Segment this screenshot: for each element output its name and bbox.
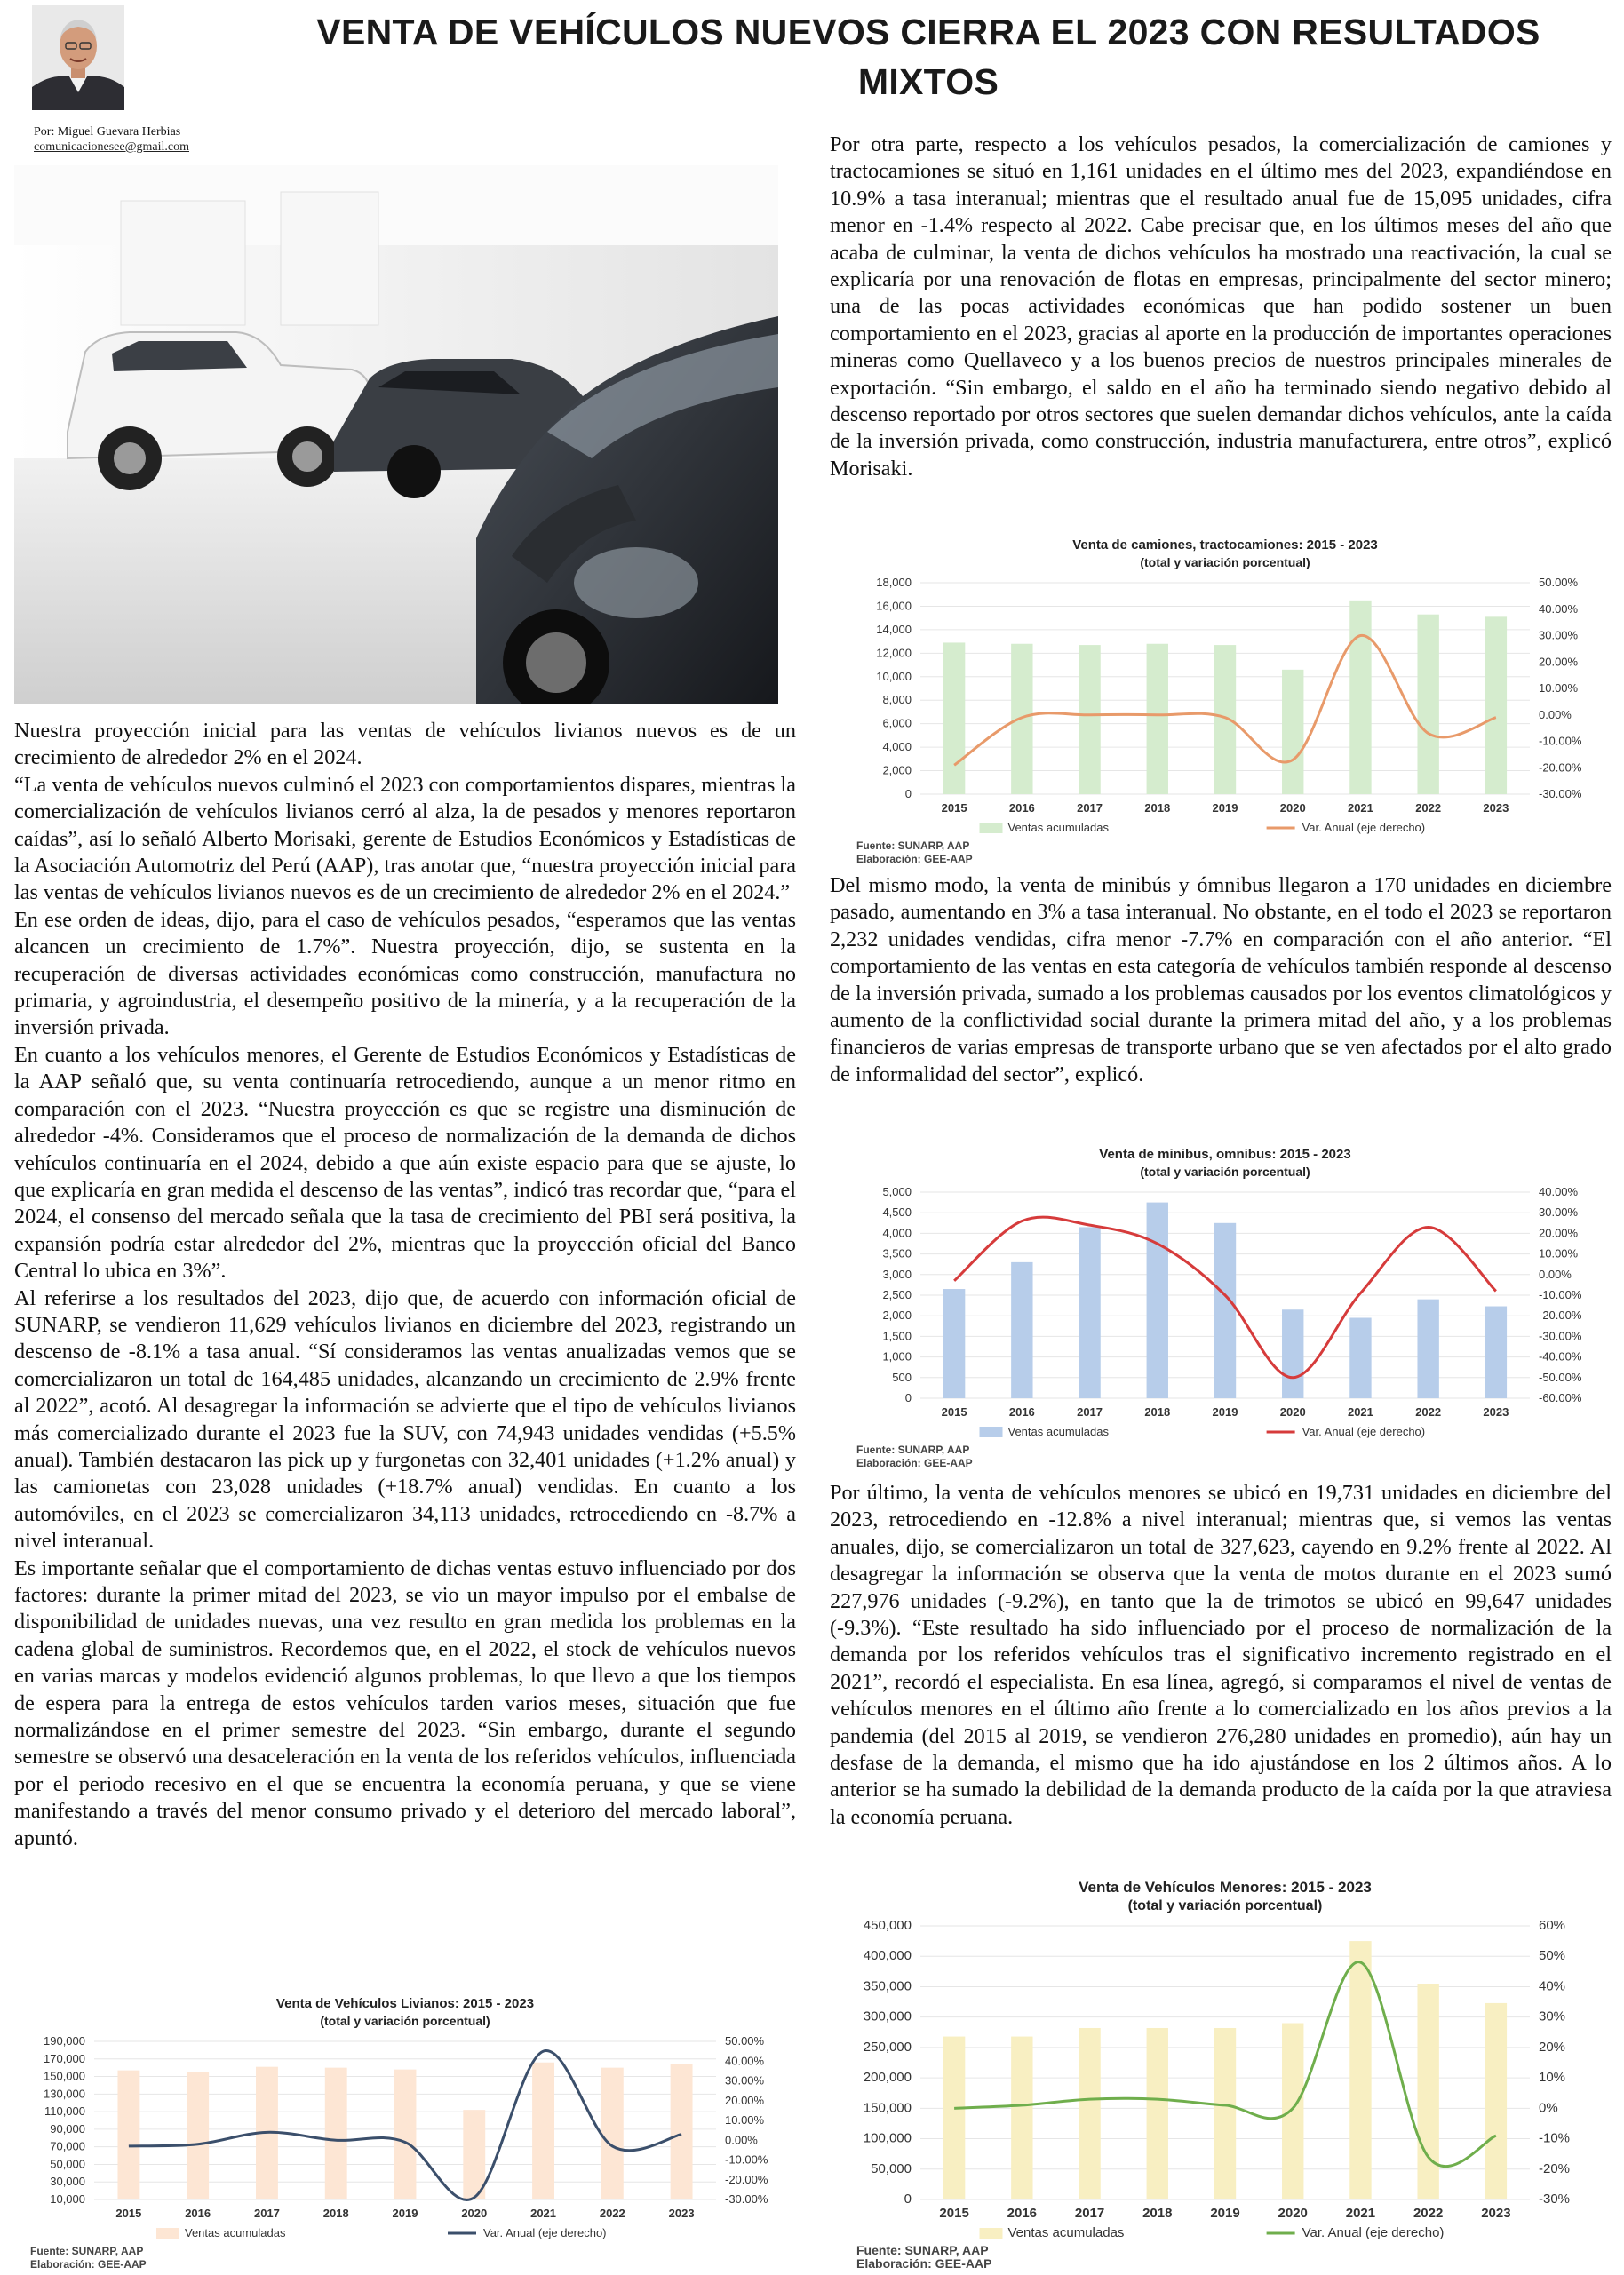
right-column-text-top [830, 131, 1612, 482]
x-tick-label: 2021 [1348, 1405, 1373, 1419]
x-tick-label: 2023 [1483, 801, 1509, 815]
chart-camiones [840, 531, 1610, 865]
y-tick-label-left: 0 [905, 1391, 912, 1404]
x-tick-label: 2019 [1213, 801, 1238, 815]
y-tick-label-left: 4,000 [882, 1226, 912, 1239]
y-tick-label-right: 0.00% [1539, 708, 1572, 721]
y-tick-label-right: -60.00% [1539, 1391, 1582, 1404]
y-tick-label-left: 250,000 [864, 2040, 912, 2055]
author-photo [32, 5, 124, 110]
author-email-link[interactable]: comunicacionesee@gmail.com [34, 139, 189, 155]
right-column-text-middle [830, 872, 1612, 1088]
legend-swatch-bar [980, 2228, 1003, 2239]
y-tick-label-right: 50.00% [1539, 576, 1579, 589]
car-showroom-photo [14, 165, 778, 704]
legend-label-bar: Ventas acumuladas [1008, 1425, 1110, 1438]
right-column-text-bottom [830, 1480, 1612, 1831]
y-tick-label-left: 12,000 [876, 646, 912, 659]
y-tick-label-right: 0% [1539, 2100, 1558, 2115]
y-tick-label-right: -20.00% [1539, 1309, 1582, 1322]
bar [1417, 1300, 1438, 1398]
y-tick-label-right: -50.00% [1539, 1371, 1582, 1384]
x-tick-label: 2018 [323, 2207, 349, 2220]
y-tick-label-left: 350,000 [864, 1978, 912, 1993]
y-tick-label-left: 70,000 [50, 2140, 85, 2153]
x-tick-label: 2017 [254, 2207, 280, 2220]
y-tick-label-left: 450,000 [864, 1918, 912, 1933]
bar [1147, 1203, 1168, 1398]
y-tick-label-right: 20.00% [725, 2094, 765, 2107]
x-tick-label: 2023 [1483, 1405, 1509, 1419]
y-tick-label-right: 50.00% [725, 2034, 765, 2048]
bar [463, 2110, 485, 2199]
y-tick-label-left: 0 [904, 2191, 912, 2207]
y-tick-label-right: 30.00% [1539, 629, 1579, 642]
paragraph: Nuestra proyección inicial para las ventas de vehículos livianos nuevos es de un crecimiento de alrededor 2% en el 2024. [14, 718, 796, 772]
y-tick-label-left: 500 [892, 1371, 912, 1384]
chart-source: Fuente: SUNARP, AAP [856, 1444, 969, 1456]
y-tick-label-left: 90,000 [50, 2122, 85, 2136]
author-portrait-image [32, 5, 124, 110]
legend-label-line: Var. Anual (eje derecho) [483, 2226, 607, 2239]
bar [1079, 645, 1100, 794]
article-headline: VENTA DE VEHÍCULOS NUEVOS CIERRA EL 2023 CON RESULTADOS MIXTOS [249, 7, 1608, 107]
y-tick-label-left: 300,000 [864, 2009, 912, 2024]
chart-subtitle: (total y variación porcentual) [320, 2014, 490, 2028]
y-tick-label-right: -10.00% [1539, 735, 1582, 748]
y-tick-label-right: -30.00% [1539, 1329, 1582, 1342]
y-tick-label-left: 130,000 [44, 2087, 85, 2100]
y-tick-label-right: 40.00% [1539, 1185, 1579, 1198]
legend-label-bar: Ventas acumuladas [185, 2226, 286, 2239]
chart-svg [840, 531, 1610, 865]
x-tick-label: 2021 [1348, 801, 1373, 815]
x-tick-label: 2021 [530, 2207, 556, 2220]
y-tick-label-left: 150,000 [864, 2100, 912, 2115]
y-tick-label-right: 20% [1539, 2040, 1565, 2055]
x-tick-label: 2022 [600, 2207, 625, 2220]
chart-source: Elaboración: GEE-AAP [856, 1457, 973, 1469]
legend-label-bar: Ventas acumuladas [1008, 2225, 1125, 2240]
chart-subtitle: (total y variación porcentual) [1140, 555, 1310, 569]
chart-svg [840, 1141, 1610, 1469]
x-tick-label: 2022 [1413, 2206, 1443, 2221]
y-tick-label-right: -30.00% [725, 2192, 768, 2206]
y-tick-label-right: -40.00% [1539, 1350, 1582, 1364]
x-tick-label: 2015 [939, 2206, 968, 2221]
y-tick-label-right: -20.00% [1539, 760, 1582, 774]
x-tick-label: 2022 [1415, 801, 1441, 815]
chart-title: Venta de Vehículos Livianos: 2015 - 2023 [276, 1996, 534, 2011]
bar [1485, 616, 1507, 794]
legend-label-line: Var. Anual (eje derecho) [1302, 2225, 1445, 2240]
paragraph: Por otra parte, respecto a los vehículos pesados, la comercialización de camiones y tractocamiones se situó en 1,161 unidades en el último mes del 2023, expandiéndose en 10.9% a tasa interanual; mientras que el resultado anual fue de 15,095 unidades, cifra menor en -1.4% respecto al 2022. Cabe precisar que, en los últimos meses del año que acaba de culminar, la venta de dichos vehículos ha mostrado una reactivación, la cual se explicaría por una renovación de flotas en empresas, principalmente del sector minero; una de las pocas actividades económicas que han podido sostener un buen comportamiento en el 2023, gracias al aporte en la producción de importantes operaciones mineras como Quellaveco y a los buenos precios de nuestros principales minerales de exportación. “Sin embargo, el saldo en el año ha terminado siendo negativo debido al descenso reportado por otros sectores que suelen demandar dichos vehículos, ante la caída de la inversión privada, como construcción, industria manufacturera, entre otros”, explicó Morisaki. [830, 131, 1612, 482]
y-tick-label-left: 2,000 [882, 1309, 912, 1322]
y-tick-label-right: -30% [1539, 2191, 1570, 2207]
y-tick-label-left: 1,500 [882, 1329, 912, 1342]
y-tick-label-right: 40.00% [1539, 602, 1579, 616]
y-tick-label-left: 110,000 [44, 2104, 85, 2118]
paragraph: Por último, la venta de vehículos menores se ubicó en 19,731 unidades en diciembre del 2023, retrocediendo en -12.8% a nivel interanual; mientras que, si vemos las ventas anuales, dijo, se comercializaron un total de 327,623, cayendo en 9.2% frente al 2022. Al desagregar la información se observa que la venta de motos durante en el 2023 sumó 227,976 unidades (-9.2%), en tanto que la de trimotos se ubicó en 99,647 unidades (-9.3%). “Este resultado ha sido influenciado por el proceso de normalización de la demanda por los referidos vehículos tras el significativo incremento registrado en el 2021”, recordó el especialista. En esa línea, agregó, si comparamos el nivel de ventas de vehículos menores en el último año frente a lo comercializado en los años previos a la pandemia (del 2015 al 2019, se vendieron 276,280 unidades en promedio), aún hay un desfase de la demanda, el mismo que ha ido ajustándose en los 2 últimos años. A lo anterior se ha sumado la debilidad de la demanda producto de la caída por la que atraviesa la economía peruana. [830, 1480, 1612, 1831]
paragraph: “La venta de vehículos nuevos culminó el 2023 con comportamientos dispares, mientras la comercialización de vehículos livianos cerró al alza, la de pesados y menores reportaron caídas”, así lo señaló Alberto Morisaki, gerente de Estudios Económicos y Estadísticas de la Asociación Automotriz del Perú (AAP), tras anotar que, “nuestra proyección inicial para las ventas de vehículos livianos nuevos es de un crecimiento de alrededor 2% en el 2024.” [14, 772, 796, 907]
chart-source: Elaboración: GEE-AAP [856, 853, 973, 865]
y-tick-label-left: 14,000 [876, 623, 912, 636]
bar [1079, 2028, 1100, 2199]
x-tick-label: 2017 [1077, 1405, 1103, 1419]
x-tick-label: 2023 [669, 2207, 695, 2220]
legend-label-line: Var. Anual (eje derecho) [1302, 1425, 1426, 1438]
bar [1011, 1262, 1032, 1398]
y-tick-label-right: 40% [1539, 1978, 1565, 1993]
bar [1417, 1984, 1438, 2199]
bar [117, 2071, 139, 2199]
x-tick-label: 2015 [115, 2207, 141, 2220]
x-tick-label: 2016 [1009, 1405, 1035, 1419]
y-tick-label-right: 30% [1539, 2009, 1565, 2024]
paragraph: En ese orden de ideas, dijo, para el caso de vehículos pesados, “esperamos que las ventas alcancen un crecimiento de 1.7%”. Nuestra proyección, dijo, se sustenta en la recuperación de diversas actividades económicas como construcción, manufactura no primaria, y agroindustria, el desempeño positivo de la minería, y a la recuperación de la inversión privada. [14, 907, 796, 1042]
y-tick-label-left: 4,000 [882, 740, 912, 753]
y-tick-label-left: 2,000 [882, 764, 912, 777]
y-tick-label-right: -20.00% [725, 2173, 768, 2186]
x-tick-label: 2016 [1009, 801, 1035, 815]
y-tick-label-left: 170,000 [44, 2052, 85, 2065]
byline [34, 124, 189, 155]
y-tick-label-left: 200,000 [864, 2070, 912, 2085]
x-tick-label: 2022 [1415, 1405, 1441, 1419]
bar [1011, 2037, 1032, 2199]
y-tick-label-right: -30.00% [1539, 787, 1582, 800]
chart-source: Fuente: SUNARP, AAP [856, 2243, 989, 2257]
y-tick-label-right: -20% [1539, 2161, 1570, 2176]
y-tick-label-right: 20.00% [1539, 1226, 1579, 1239]
y-tick-label-left: 100,000 [864, 2131, 912, 2146]
x-tick-label: 2021 [1346, 2206, 1375, 2221]
author-name: Por: Miguel Guevara Herbias [34, 124, 189, 139]
bar [943, 2037, 965, 2199]
bar [943, 1289, 965, 1398]
chart-title: Venta de minibus, omnibus: 2015 - 2023 [1099, 1147, 1350, 1162]
y-tick-label-left: 50,000 [50, 2157, 85, 2170]
y-tick-label-right: 50% [1539, 1948, 1565, 1963]
y-tick-label-right: 0.00% [1539, 1268, 1572, 1281]
x-tick-label: 2016 [1007, 2206, 1037, 2221]
bar [1214, 1223, 1236, 1398]
bar [943, 642, 965, 794]
x-tick-label: 2020 [1280, 801, 1306, 815]
chart-source: Fuente: SUNARP, AAP [856, 839, 969, 852]
x-tick-label: 2023 [1481, 2206, 1510, 2221]
x-tick-label: 2015 [942, 801, 967, 815]
y-tick-label-left: 4,500 [882, 1205, 912, 1219]
y-tick-label-right: 40.00% [725, 2054, 765, 2067]
bar [671, 2064, 693, 2199]
y-tick-label-right: -10.00% [1539, 1288, 1582, 1301]
x-tick-label: 2016 [185, 2207, 211, 2220]
bar [1349, 1941, 1371, 2199]
chart-subtitle: (total y variación porcentual) [1128, 1898, 1323, 1913]
bar [1485, 1307, 1507, 1398]
chart-title: Venta de Vehículos Menores: 2015 - 2023 [1079, 1879, 1372, 1896]
bar [1349, 1318, 1371, 1398]
chart-livianos [14, 1990, 796, 2271]
y-tick-label-left: 16,000 [876, 599, 912, 612]
chart-source: Elaboración: GEE-AAP [856, 2256, 991, 2271]
bar [1349, 601, 1371, 794]
bar [1147, 644, 1168, 794]
y-tick-label-left: 3,500 [882, 1247, 912, 1261]
y-tick-label-right: 60% [1539, 1918, 1565, 1933]
chart-svg [14, 1990, 796, 2271]
car-showroom-image [14, 165, 778, 704]
y-tick-label-left: 400,000 [864, 1948, 912, 1963]
y-tick-label-right: 10.00% [1539, 1247, 1579, 1261]
x-tick-label: 2019 [1210, 2206, 1239, 2221]
bar [394, 2070, 417, 2199]
y-tick-label-right: -10% [1539, 2131, 1570, 2146]
legend-label-line: Var. Anual (eje derecho) [1302, 821, 1426, 834]
left-column-text [14, 718, 796, 1852]
y-tick-label-left: 150,000 [44, 2070, 85, 2083]
legend-swatch-bar [980, 1427, 1003, 1437]
legend-swatch-bar [156, 2228, 179, 2239]
y-tick-label-left: 10,000 [50, 2192, 85, 2206]
x-tick-label: 2020 [1278, 2206, 1308, 2221]
y-tick-label-right: 30.00% [1539, 1205, 1579, 1219]
y-tick-label-left: 0 [905, 787, 912, 800]
paragraph: Del mismo modo, la venta de minibús y ómnibus llegaron a 170 unidades en diciembre pasado, aumentando en 3% a tasa interanual. No obstante, en el todo el 2023 se reportaron 2,232 unidades vendidas, cifra menor -7.7% en comparación con el año anterior. “El comportamiento de las ventas en esta categoría de vehículos también responde al descenso de la inversión privada, sumado a los problemas causados por los eventos climatológicos y aumento de la conflictividad social durante la primera mitad del año, y a los problemas financieros de varias empresas de transporte urbano que se ven afectados por el alto grado de informalidad del sector”, explicó. [830, 872, 1612, 1088]
legend-swatch-bar [980, 823, 1003, 833]
y-tick-label-left: 10,000 [876, 670, 912, 683]
x-tick-label: 2019 [1213, 1405, 1238, 1419]
y-tick-label-left: 1,000 [882, 1350, 912, 1364]
x-tick-label: 2018 [1142, 2206, 1172, 2221]
chart-title: Venta de camiones, tractocamiones: 2015 - 2023 [1072, 537, 1378, 553]
bar [532, 2063, 554, 2199]
y-tick-label-left: 18,000 [876, 576, 912, 589]
y-tick-label-right: 10.00% [725, 2113, 765, 2127]
y-tick-label-left: 50,000 [871, 2161, 912, 2176]
x-tick-label: 2018 [1144, 1405, 1170, 1419]
y-tick-label-right: -10.00% [725, 2153, 768, 2167]
y-tick-label-right: 20.00% [1539, 655, 1579, 668]
bar [1079, 1227, 1100, 1398]
x-tick-label: 2020 [1280, 1405, 1306, 1419]
y-tick-label-right: 0.00% [725, 2133, 758, 2146]
y-tick-label-left: 8,000 [882, 693, 912, 706]
chart-source: Elaboración: GEE-AAP [30, 2258, 147, 2271]
bar [1282, 2024, 1303, 2199]
paragraph: En cuanto a los vehículos menores, el Gerente de Estudios Económicos y Estadísticas de la AAP señaló que, su venta continuaría retrocediendo, aunque a un menor ritmo en comparación con el 2023. “Nuestra proyección es que se registre una disminución de alrededor -4%. Consideramos que el proceso de normalización de la demanda de dichos vehículos continuaría en el 2024, debido a que aún existe espacio para que se ajuste, lo que explicaría en gran medida el descenso de las ventas”, indicó tras recordar que, “para el 2024, el consenso del mercado señala que la tasa de crecimiento del PBI será positiva, la expansión podría estar alrededor del 2%, mientras que la proyección oficial del Banco Central lo ubica en 3%”. [14, 1042, 796, 1285]
chart-svg [840, 1874, 1610, 2271]
chart-minibus [840, 1141, 1610, 1469]
y-tick-label-left: 3,000 [882, 1268, 912, 1281]
bar [325, 2068, 347, 2199]
x-tick-label: 2019 [393, 2207, 418, 2220]
y-tick-label-right: 30.00% [725, 2074, 765, 2088]
chart-subtitle: (total y variación porcentual) [1140, 1165, 1310, 1179]
bar [1282, 1309, 1303, 1398]
bar [601, 2068, 624, 2199]
x-tick-label: 2018 [1144, 801, 1170, 815]
x-tick-label: 2020 [461, 2207, 487, 2220]
y-tick-label-right: 10.00% [1539, 681, 1579, 695]
y-tick-label-left: 5,000 [882, 1185, 912, 1198]
bar [1147, 2028, 1168, 2199]
y-tick-label-left: 6,000 [882, 717, 912, 730]
legend-label-bar: Ventas acumuladas [1008, 821, 1110, 834]
bar [1417, 615, 1438, 794]
y-tick-label-left: 190,000 [44, 2034, 85, 2048]
bar [1214, 645, 1236, 794]
paragraph: Al referirse a los resultados del 2023, dijo que, de acuerdo con información oficial de SUNARP, se vendieron 11,629 vehículos livianos en diciembre del 2023, registrando un descenso de -8.1% a tasa anual. “Sí consideramos las ventas anualizadas vemos que se comercializaron un total de 164,485 unidades, alcanzando un crecimiento de 2.9% frente al 2022”, acotó. Al desagregar la información se advierte que el tipo de vehículos livianos más comercializado durante el 2023 fue la SUV, con 74,943 unidades vendidas (+5.5% anual). También destacaron las pick up y furgonetas con 32,401 unidades (+1.2% anual) y las camionetas con 23,028 unidades (+18.7% anual) vendidas. En cuanto a los automóviles, en el 2023 se comercializaron 34,113 unidades, retrocediendo en -8.7% a nivel interanual. [14, 1285, 796, 1555]
paragraph: Es importante señalar que el comportamiento de dichas ventas estuvo influenciado por dos factores: durante la primer mitad del 2023, se vio un mayor impulso por el embalse de disponibilidad de unidades nuevas, una vez resulto en gran medida los problemas en la cadena global de suministros. Recordemos que, en el 2022, el stock de vehículos nuevos en varias marcas y modelos evidenció algunos problemas, lo que llevo a que los tiempos de espera para la entrega de estos vehículos tarden varios meses, situación que fue normalizándose en el primer semestre del 2023. “Sin embargo, durante el segundo semestre se observó una desaceleración en la venta de los referidos vehículos, influenciada por el periodo recesivo en el que se encuentra la economía peruana, y que se viene manifestando a través del menor consumo privado y el deterioro del mercado laboral”, apuntó. [14, 1555, 796, 1852]
chart-menores [840, 1874, 1610, 2271]
y-tick-label-right: 10% [1539, 2070, 1565, 2085]
bar [1011, 644, 1032, 794]
bar [187, 2072, 209, 2199]
y-tick-label-left: 2,500 [882, 1288, 912, 1301]
bar [1485, 2003, 1507, 2199]
bar [1282, 670, 1303, 794]
x-tick-label: 2015 [942, 1405, 967, 1419]
x-tick-label: 2017 [1077, 801, 1103, 815]
y-tick-label-left: 30,000 [50, 2175, 85, 2188]
x-tick-label: 2017 [1075, 2206, 1104, 2221]
chart-source: Fuente: SUNARP, AAP [30, 2245, 143, 2257]
bar [1214, 2028, 1236, 2199]
